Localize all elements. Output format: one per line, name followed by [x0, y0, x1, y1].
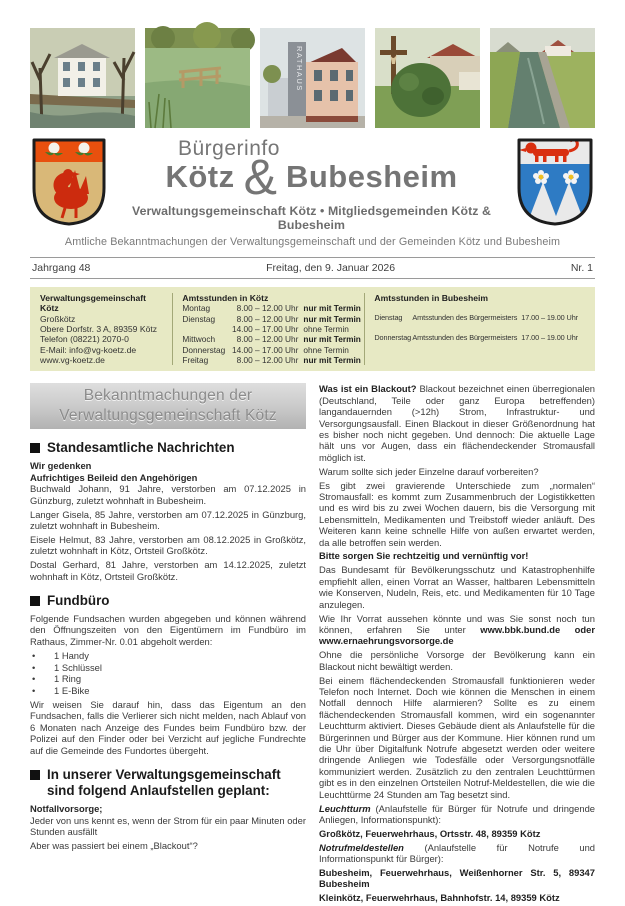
section-heading-text: Fundbüro [47, 592, 110, 608]
photo-creek-meadow [490, 28, 595, 128]
contact-line: Großkötz [40, 313, 76, 324]
text-run: Bubesheim, Feuerwehrhaus, Weißenhorner Str. 5, 89347 Bubesheim [319, 867, 595, 890]
hours-day: Mittwoch [182, 334, 216, 345]
hours-note: nur mit Termin [303, 313, 361, 324]
text-run: Dostal Gerhard, 81 Jahre, verstorben am 14.12.2025, zuletzt wohnhaft in Kötz, Ortsteil Großkötz. [30, 559, 306, 582]
rathaus-sign: RATHAUS [295, 46, 304, 92]
photo-rathaus-building [260, 28, 365, 128]
office-hours-row [182, 334, 361, 345]
title-koetz: Kötz [165, 159, 235, 194]
bullet-icon: • [32, 661, 36, 673]
photo-village-house-pond [30, 28, 135, 128]
title-main [114, 149, 509, 205]
text-run: Wir weisen Sie darauf hin, dass das Eigentum an den Fundsachen, falls die Verlierer sich nicht melden, nach Ablauf von 6 Monaten nach Anzeige des Fundes beim Fundbüro bzw. der Polizei auf den Finder oder bei Verzicht auf jegliche Fundrechte auf die Gemeinde des Fundortes übergeht. [30, 698, 306, 756]
hours-day [182, 324, 226, 334]
photo-strip [30, 28, 595, 128]
koetz-coat-of-arms [30, 136, 108, 228]
hours-bubesheim-column [364, 293, 587, 365]
issue-date: Freitag, den 9. Januar 2026 [266, 262, 396, 274]
bubesheim-coat-of-arms [515, 136, 595, 228]
text-run: Notrufmeldestellen [319, 841, 404, 853]
office-info-box [30, 287, 595, 371]
paragraph [30, 699, 306, 756]
paragraph [319, 383, 595, 463]
office-hours-row [182, 354, 361, 365]
title-bubesheim: Bubesheim [285, 159, 458, 194]
text-run: (Anlaufstelle für Bürger für Notrufe und dringende Anliegen, Informationspunkt): [319, 802, 595, 825]
contact-title: Verwaltungsgemeinschaft Kötz [40, 293, 147, 314]
section-marker-icon [30, 770, 40, 780]
section-heading [30, 593, 306, 609]
left-column [30, 383, 306, 906]
hours-description: Amtsstunden des Bürgermeisters [412, 313, 518, 323]
paragraph [319, 550, 595, 561]
text-run: Aber was passiert bei einem „Blackout“? [30, 839, 198, 851]
bullet-item [30, 685, 306, 697]
bullet-item [30, 662, 306, 674]
text-run: Wie Ihr Vorrat aussehen könnte und was Sie sonst noch tun können, erfahren Sie unter [319, 612, 595, 635]
hours-time: 8.00 – 12.00 Uhr [236, 354, 299, 365]
hours-day: Montag [182, 303, 211, 314]
contact-line: E-Mail: info@vg-koetz.de [40, 344, 137, 355]
announcements-banner: Bekanntmachungen der Verwaltungsgemeinschaft Kötz [30, 383, 306, 429]
office-hours-row [374, 333, 578, 343]
hours-time: 8.00 – 12.00 Uhr [236, 303, 299, 314]
text-run: Ohne die persönliche Vorsorge der Bevölkerung kann ein Blackout nicht bewältigt werden. [319, 649, 595, 672]
text-run: Es gibt zwei gravierende Unterschiede zum „normalen“ Stromausfall: es kommt zum Zusammenbruch der Logistikketten und es wird bis zu zwei Wochen dauern, bis die Versorgung mit Lebensmitteln, Medikamenten und Treibstoff wieder anläuft. Des Weiteren kann keine schnelle Hilfe von außen erwartet werden, da alle betroffen sein werden. [319, 479, 595, 548]
text-run: Was ist ein Blackout? [319, 383, 420, 395]
paragraph [319, 649, 595, 672]
section-heading-text: In unserer Verwaltungsgemeinschaft sind folgend Anlaufstellen geplant: [47, 766, 281, 799]
hours-time: 8.00 – 12.00 Uhr [236, 334, 299, 345]
section-marker-icon [30, 443, 40, 453]
paragraph [30, 509, 306, 532]
text-run: Blackout bezeichnet einen überregionalen (Deutschland, Teile oder ganz Europa betreffenden) langandauernden (>12h) Strom, Infrastruktur- und Versorgungsausfall. Einen Blackout in dieser Größenordnung hat es bisher noch nicht gegeben. Und dennoch: Die aktuelle Lage hält uns vor Augen, dass ein flächendeckender Stromausfall möglich ist. [319, 383, 595, 463]
paragraph [319, 867, 595, 890]
text-run: Das Bundesamt für Bevölkerungsschutz und Katastrophenhilfe empfiehlt allen, einen Vorrat an Wasser, haltbaren Lebensmitteln wie Konserven, Nudeln, Reis, etc. und Medikamenten für 10 Tage anzulegen. [319, 564, 595, 610]
article-columns [30, 383, 595, 906]
hours-bubesheim-title: Amtsstunden in Bubesheim [374, 293, 489, 303]
hours-time: 14.00 – 17.00 Uhr [231, 344, 299, 355]
hours-description: Amtsstunden des Bürgermeisters [412, 332, 518, 342]
text-run: Eisele Helmut, 83 Jahre, verstorben am 08.12.2025 in Großkötz, zuletzt wohnhaft in Kötz, Ortsteil Großkötz. [30, 533, 306, 557]
office-hours-row [182, 345, 355, 355]
hours-note: ohne Termin [303, 324, 349, 334]
hours-day: Dienstag [374, 313, 403, 323]
masthead [30, 136, 595, 232]
masthead-titles [114, 136, 509, 232]
bullet-text: 1 Schlüssel [54, 661, 102, 673]
hours-note: ohne Termin [303, 344, 349, 355]
office-hours-row [374, 313, 578, 323]
text-run: Bei einem flächendeckenden Stromausfall funktionieren weder Telefon noch Internet. Doch wie können die Menschen in einem Notfall dennoch Hilfe alarmieren? Sollte es zu einem flächendeckenden Stromausfall kommen, wird ein sogenannter Leuchtturm aktiviert. Dieses Gebäude dient als Anlaufstelle für die Bürgerinnen und Bürger aus der Kommune. Hier können rund um die Uhr über Digitalfunk Notrufe abgesetzt werden oder weitere dringende Anliegen wie Todesfälle oder Versorgungsnotfälle kommuniziert werden. Zusätzlich zu den zentralen Leuchttürmen gibt es in den einzelnen Ortsteilen Notruf-Meldestellen, die wie die Leuchttürme 24 Stunden am Tag besetzt sind. [319, 674, 595, 800]
bullet-text: 1 Ring [54, 673, 82, 685]
text-run: Buchwald Johann, 91 Jahre, verstorben am 07.12.2025 in Günzburg, zuletzt wohnhaft in Bubesheim. [30, 483, 306, 506]
paragraph [319, 892, 595, 903]
paragraph [30, 840, 306, 851]
bullet-icon: • [32, 673, 36, 685]
paragraph [319, 613, 595, 647]
bullet-icon: • [32, 649, 36, 661]
sub-heading: Notfallvorsorge; [30, 803, 103, 815]
volume-label: Jahrgang 48 [32, 262, 91, 274]
text-run: Leuchtturm [319, 802, 371, 814]
text-run: www.bbk.bund.de oder www.ernaehrungsvorsorge.de [319, 623, 595, 647]
sub-heading: Wir gedenken [30, 460, 92, 472]
hours-note: nur mit Termin [303, 303, 361, 314]
photo-pond-with-dock [145, 28, 250, 128]
office-hours-row [182, 303, 361, 314]
title-small: Bürgerinfo [178, 137, 280, 160]
paragraph [30, 483, 306, 506]
paragraph [30, 815, 306, 838]
contact-line: www.vg-koetz.de [40, 355, 105, 365]
hours-koetz-title: Amtsstunden in Kötz [182, 293, 269, 303]
hours-day: Dienstag [182, 313, 216, 324]
paragraph [319, 828, 595, 839]
section-heading-text: Standesamtliche Nachrichten [47, 440, 235, 456]
bullet-item [30, 673, 306, 685]
masthead-subtitle-small: Amtliche Bekanntmachungen der Verwaltungsgemeinschaft und der Gemeinden Kötz und Bubesheim [64, 236, 561, 248]
paragraph [319, 842, 595, 865]
paragraph [319, 564, 595, 610]
hours-day: Donnerstag [374, 332, 412, 342]
text-run: Folgende Fundsachen wurden abgegeben und können während den Öffnungszeiten von den Eigentümern im Fundbüro im Rathaus, Zimmer-Nr. 0.01 abgeholt werden: [30, 613, 306, 647]
paragraph [319, 675, 595, 800]
paragraph [30, 559, 306, 582]
text-run: Bitte sorgen Sie rechtzeitig und vernünftig vor! [319, 550, 529, 562]
paragraph [30, 534, 306, 557]
hours-time: 8.00 – 12.00 Uhr [236, 313, 299, 324]
bullet-list [30, 650, 306, 697]
section-heading [30, 440, 306, 456]
section-heading [30, 767, 306, 799]
hours-koetz-column [172, 293, 364, 365]
masthead-subtitle: Verwaltungsgemeinschaft Kötz • Mitgliedsgemeinden Kötz & Bubesheim [131, 204, 492, 232]
bullet-text: 1 E-Bike [54, 685, 90, 697]
bullet-icon: • [32, 685, 36, 697]
hours-time: 14.00 – 17.00 Uhr [231, 324, 299, 334]
contact-line: Telefon (08221) 2070-0 [40, 334, 129, 345]
issue-meta-row [30, 257, 595, 279]
paragraph [319, 803, 595, 826]
issue-number: Nr. 1 [570, 262, 593, 274]
hours-day: Freitag [182, 354, 209, 365]
text-run: Kleinkötz, Feuerwehrhaus, Bahnhofstr. 14, 89359 Kötz [319, 892, 560, 904]
office-hours-row [182, 324, 355, 334]
contact-column [38, 293, 172, 365]
contact-line: Obere Dorfstr. 3 A, 89359 Kötz [40, 324, 158, 335]
text-run: Warum sollte sich jeder Einzelne darauf vorbereiten? [319, 465, 539, 477]
hours-day: Donnerstag [182, 344, 226, 355]
text-run: Großkötz, Feuerwehrhaus, Ortsstr. 48, 89359 Kötz [319, 827, 541, 839]
text-run: Langer Gisela, 85 Jahre, verstorben am 07.12.2025 in Günzburg, zuletzt wohnhaft in Bubesheim. [30, 508, 306, 531]
paragraph [319, 480, 595, 548]
sub-heading: Aufrichtiges Beileid den Angehörigen [30, 471, 198, 483]
hours-note: nur mit Termin [303, 334, 361, 345]
paragraph [30, 613, 306, 647]
paragraph [319, 466, 595, 477]
hours-time: 17.00 – 19.00 Uhr [521, 313, 578, 323]
hours-time: 17.00 – 19.00 Uhr [521, 332, 578, 342]
photo-wayside-cross-bush [375, 28, 480, 128]
text-run: (Anlaufstelle für Notrufe und Informationspunkt für Bürger): [319, 841, 595, 865]
bullet-item [30, 650, 306, 662]
text-run: Jeder von uns kennt es, wenn der Strom für ein paar Minuten oder Stunden ausfällt [30, 814, 306, 837]
bullet-text: 1 Handy [54, 649, 89, 661]
hours-note: nur mit Termin [303, 354, 361, 365]
right-column [319, 383, 595, 906]
title-ampersand: & [243, 149, 277, 205]
section-marker-icon [30, 596, 40, 606]
office-hours-row [182, 313, 361, 324]
